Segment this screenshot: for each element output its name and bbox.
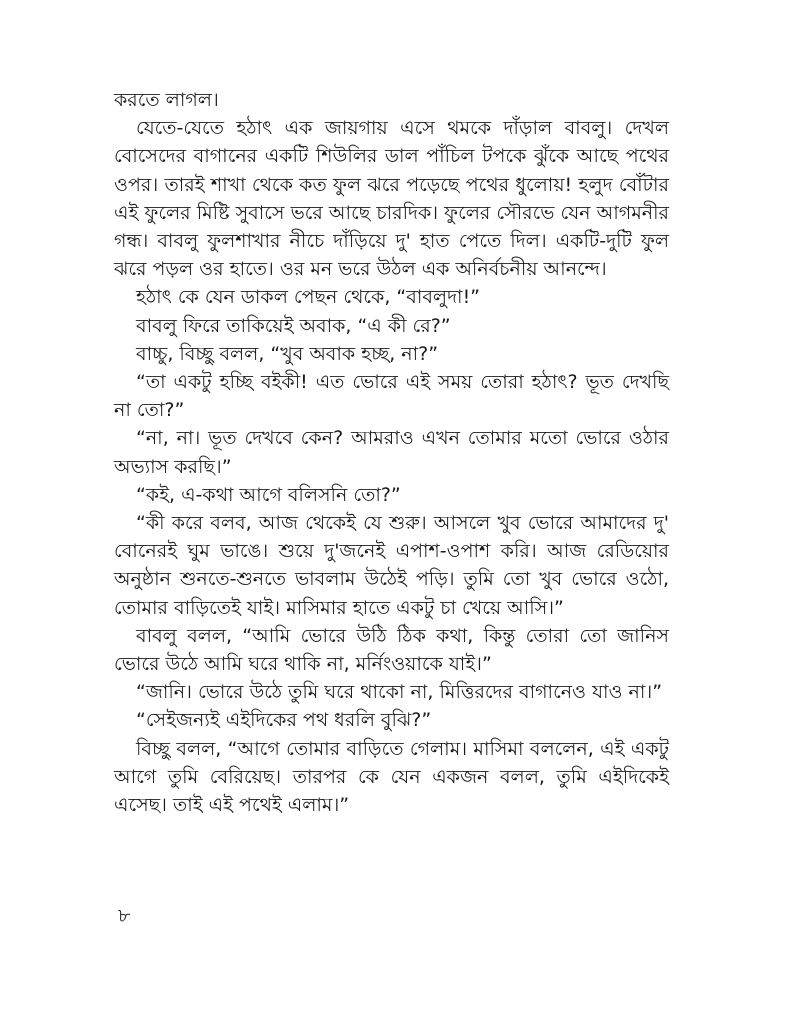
paragraph-2: যেতে-যেতে হঠাৎ এক জায়গায় এসে থমকে দাঁড়াল বাবলু। দেখল বোসেদের বাগানের একটি শিউলির ডাল পাঁচিল টপকে ঝুঁকে আছে পথের ওপর। তারই শাখা থেকে কত ফুল ঝরে পড়েছে পথের ধুলোয়! হলুদ বোঁটার এই ফুলের মিষ্টি সুবাসে ভরে আছে চারদিক। ফুলের সৌরভে যেন আগমনীর গন্ধ। বাবলু ফুলশাখার নীচে দাঁড়িয়ে দু' হাত পেতে দিল। একটি-দুটি ফুল ঝরে পড়ল ওর হাতে। ওর মন ভরে উঠল এক অনির্বচনীয় আনন্দে। [114, 117, 669, 281]
paragraph-3: হঠাৎ কে যেন ডাকল পেছন থেকে, “বাবলুদা!” [136, 286, 481, 309]
paragraph-9: “কী করে বলব, আজ থেকেই যে শুরু। আসলে খুব ভোরে আমাদের দু' বোনেরই ঘুম ভাঙে। শুয়ে দু'জনেই এপাশ-ওপাশ করি। আজ রেডিয়োর অনুষ্ঠান শুনতে-শুনতে ভাবলাম উঠেই পড়ি। তুমি তো খুব ভোরে ওঠো, তোমার বাড়িতেই যাই। মাসিমার হাতে একটু চা খেয়ে আসি।” [114, 512, 669, 619]
paragraph-7: “না, না। ভূত দেখবে কেন? আমরাও এখন তোমার মতো ভোরে ওঠার অভ্যাস করছি।” [114, 427, 669, 478]
paragraph-12: “সেইজন্যই এইদিকের পথ ধরলি বুঝি?” [136, 709, 432, 732]
body-text [114, 86, 669, 819]
paragraph-11: “জানি। ভোরে উঠে তুমি ঘরে থাকো না, মিত্তিরদের বাগানেও যাও না।” [136, 681, 663, 704]
page-number: ৮ [118, 905, 131, 927]
paragraph-8: “কই, এ-কথা আগে বলিসনি তো?” [136, 483, 401, 506]
paragraph-6: “তা একটু হচ্ছি বইকী! এত ভোরে এই সময় তোরা হঠাৎ? ভূত দেখছি না তো?” [114, 371, 669, 422]
paragraph-10: বাবলু বলল, “আমি ভোরে উঠি ঠিক কথা, কিন্তু তোরা তো জানিস ভোরে উঠে আমি ঘরে থাকি না, মর্নিংওয়াকে যাই।” [114, 624, 669, 676]
paragraph-4: বাবলু ফিরে তাকিয়েই অবাক, “এ কী রে?” [136, 314, 451, 337]
paragraph-1: করতে লাগল। [114, 89, 219, 111]
paragraph-13: বিচ্ছু বলল, “আগে তোমার বাড়িতে গেলাম। মাসিমা বললেন, এই একটু আগে তুমি বেরিয়েছ। তারপর কে যেন একজন বলল, তুমি এইদিকেই এসেছ। তাই এই পথেই এলাম।” [114, 737, 669, 817]
paragraph-5: বাচ্চু, বিচ্ছু বলল, “খুব অবাক হচ্ছ, না?” [136, 342, 439, 365]
